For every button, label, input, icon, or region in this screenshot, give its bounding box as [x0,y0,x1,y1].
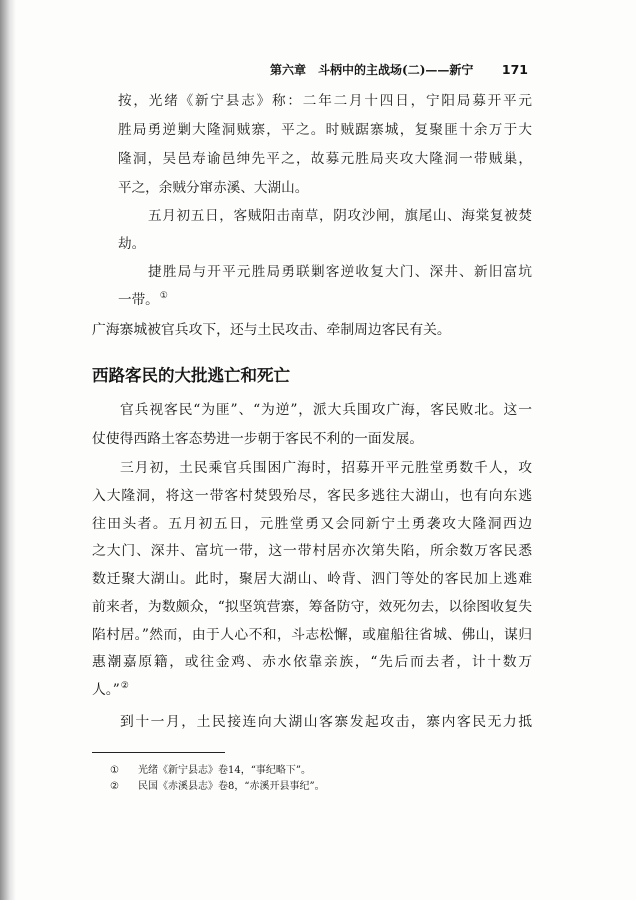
text-line: 劫。 [118,235,146,252]
footnote-ref: ① [159,291,168,302]
scan-shadow [0,0,16,900]
footnote-rule [92,752,225,753]
text-line: 往田头者。五月初五日，元胜堂勇又会同新宁土勇袭攻大隆洞西边 [92,515,532,532]
text-line: 陷村居。”然而，由于人心不和，斗志松懈，或雇船往省城、佛山，谋归 [92,626,532,643]
footnote-marker: ② [110,781,119,792]
quote-paragraph [118,203,532,258]
quote-paragraph [118,258,532,314]
body-paragraph [92,396,532,454]
quote-paragraph [118,87,532,203]
text-line: 惠潮嘉原籍，或往金鸡、赤水依靠亲族，“先后而去者，计十数万 [92,654,532,671]
footnote-text: 民国《赤溪县志》卷8，“赤溪开县事纪”。 [138,781,325,792]
footnote-ref: ② [120,681,129,692]
text-line-content: 人。” [92,682,120,698]
text-line: 五月初五日，客贼阳击南草，阴攻沙闸，旗尾山、海棠复被焚 [148,208,532,224]
text-line: 仗使得西路土客态势进一步朝于客民不利的一面发展。 [92,431,424,447]
text-line-content: 一带。 [118,292,159,308]
footnote-marker: ① [110,765,119,776]
running-title: 斗柄中的主战场(二)——新宁 [318,63,474,77]
text-line: 广海寨城被官兵攻下，还与土民攻击、牵制周边客民有关。 [92,322,451,338]
text-line: 捷胜局与开平元胜局勇联剿客逆收复大门、深井、新旧富坑 [148,264,532,280]
page-number: 171 [501,62,528,77]
text-line: 隆洞，吴邑寿谕邑绅先平之，故募元胜局夹攻大隆洞一带贼巢， [118,151,532,167]
text-line: 按，光绪《新宁县志》称：二年二月十四日，宁阳局募开平元 [118,93,532,109]
running-head [270,61,528,79]
body-paragraph [92,316,532,344]
footnote-text: 光绪《新宁县志》卷14，“事纪略下”。 [138,765,311,776]
footnote [110,779,530,795]
text-line [118,286,532,314]
body-paragraph [92,708,532,736]
text-line: 数迁聚大湖山。此时，聚居大湖山、岭背、泗门等处的客民加上逃难 [92,571,532,587]
text-line: 之大门、深井、富坑一带，这一带村居亦次第失陷，所余数万客民悉 [92,543,532,560]
footnotes [110,763,530,795]
text-line: 三月初，土民乘官兵围困广海时，招募开平元胜堂勇数千人，攻 [120,460,532,476]
section-heading: 西路客民的大批逃亡和死亡 [92,366,290,385]
footnote [110,763,530,779]
text-line: 胜局勇逆剿大隆洞贼寨，平之。时贼踞寨城，复聚匪十余万于大 [118,122,532,138]
text-line [92,677,532,705]
text-line: 入大隆洞，将这一带客村焚毁殆尽，客民多逃往大湖山，也有向东逃 [92,487,532,504]
text-line: 前来者，为数颇众，“拟坚筑营寨，筹备防守，效死勿去，以徐图收复失 [92,598,532,615]
text-line: 官兵视客民“为匪”、“为逆”，派大兵围攻广海，客民败北。这一 [120,402,532,418]
body-paragraph [92,455,532,705]
text-line: 平之，余贼分窜赤溪、大湖山。 [118,180,309,196]
text-line: 到十一月，土民接连向大湖山客寨发起攻击，寨内客民无力抵 [120,714,532,730]
chapter-label: 第六章 [270,63,307,77]
